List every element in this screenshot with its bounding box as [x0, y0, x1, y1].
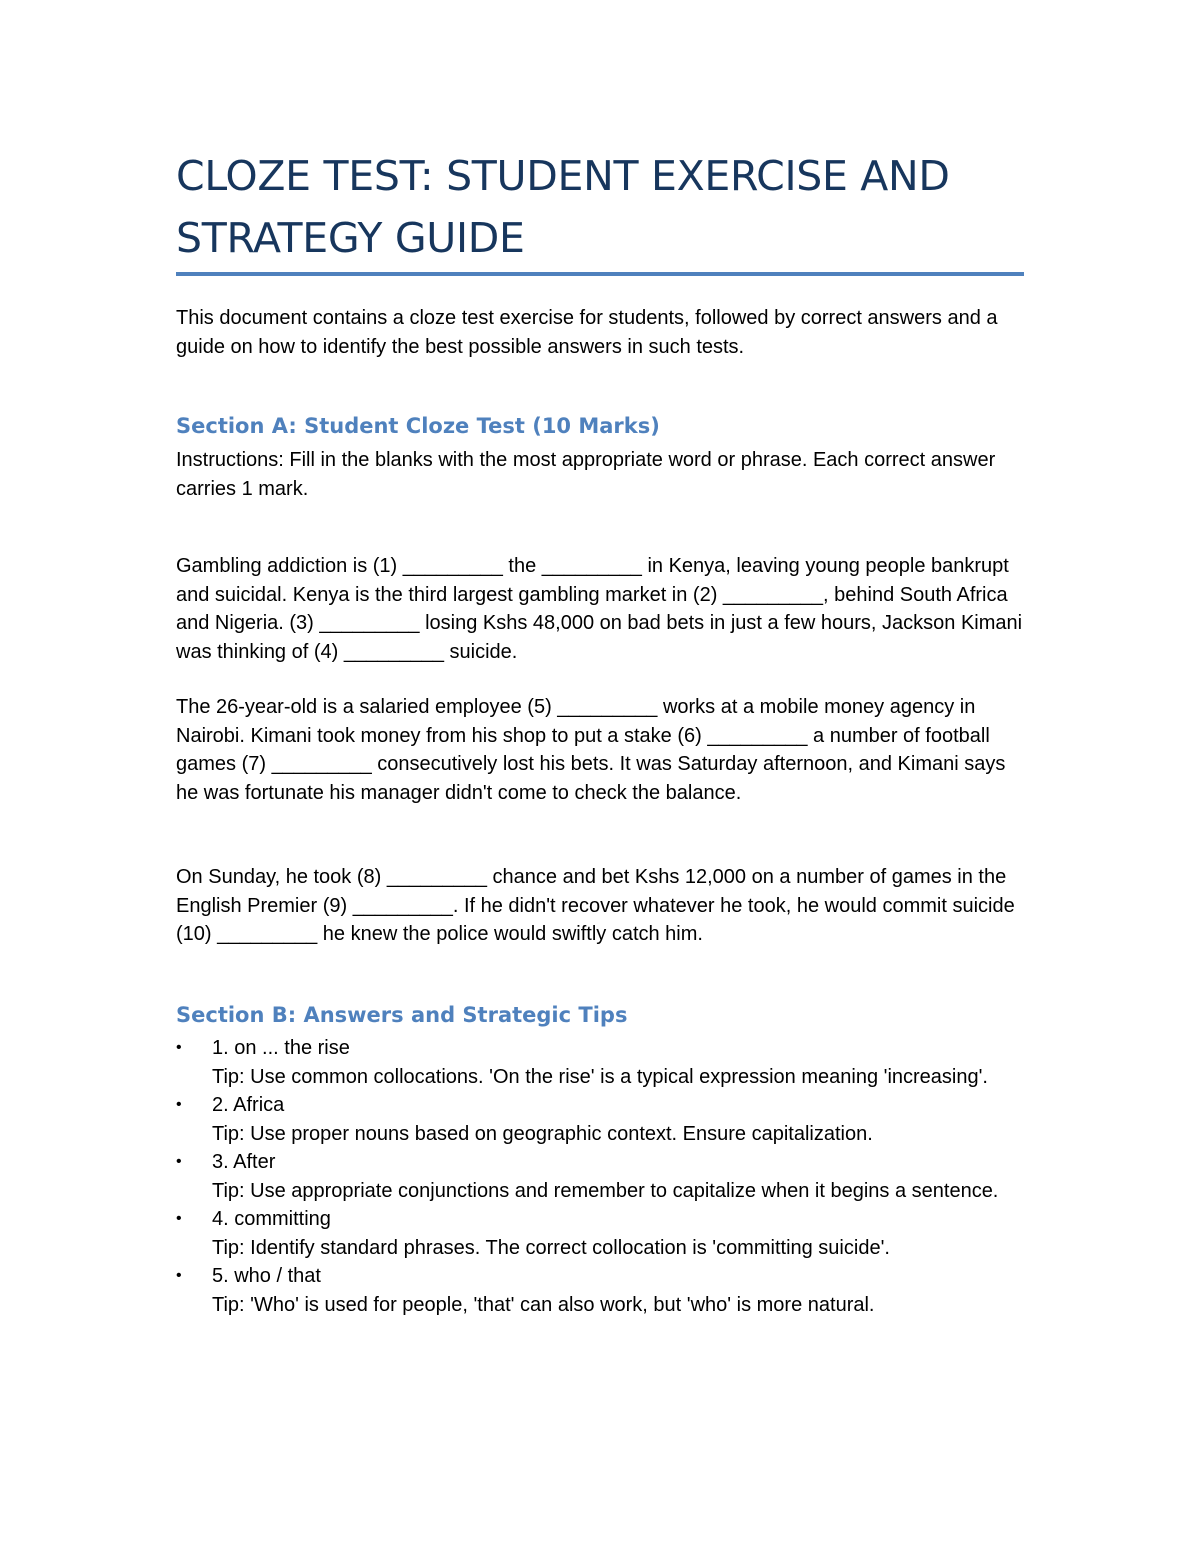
bullet-icon: •	[176, 1096, 182, 1113]
bullet-icon: •	[176, 1210, 182, 1227]
tip-text: Tip: Use appropriate conjunctions and remember to capitalize when it begins a sentence.	[212, 1179, 999, 1202]
answer-text: 1. on ... the rise	[212, 1037, 350, 1059]
title-underline-rule	[176, 272, 1024, 276]
intro-paragraph: This document contains a cloze test exercise for students, followed by correct answers and a guide on how to identify the best possible answers in such tests.	[176, 307, 998, 358]
instructions-paragraph: Instructions: Fill in the blanks with the most appropriate word or phrase. Each correct answer carries 1 mark.	[176, 449, 996, 500]
answer-text: 5. who / that	[212, 1265, 321, 1287]
section-b-heading: Section B: Answers and Strategic Tips	[176, 1003, 628, 1027]
cloze-paragraph-3: On Sunday, he took (8) _________ chance and bet Kshs 12,000 on a number of games in the English Premier (9) _________. If he didn't recover whatever he took, he would commit suicide (10) _________ he knew the police would swiftly catch him.	[176, 866, 1015, 945]
bullet-icon: •	[176, 1267, 182, 1284]
cloze-paragraph-2: The 26-year-old is a salaried employee (5) _________ works at a mobile money agency in Nairobi. Kimani took money from his shop to put a stake (6) _________ a number of football games (7) _________ consecutively lost his bets. It was Saturday afternoon, and Kimani says he was fortunate his manager didn't come to check the balance.	[176, 696, 1006, 804]
bullet-icon: •	[176, 1153, 182, 1170]
bullet-icon: •	[176, 1039, 182, 1056]
answers-list	[176, 1034, 1024, 1319]
cloze-paragraph-1: Gambling addiction is (1) _________ the _________ in Kenya, leaving young people bankrupt and suicidal. Kenya is the third largest gambling market in (2) _________, behind South Africa and Nigeria. (3) _________ losing Kshs 48,000 on bad bets in just a few hours, Jackson Kimani was thinking of (4) _________ suicide.	[176, 555, 1023, 663]
answer-text: 4. committing	[212, 1208, 331, 1230]
tip-text: Tip: Use proper nouns based on geographic context. Ensure capitalization.	[212, 1122, 873, 1145]
answer-text: 3. After	[212, 1151, 276, 1173]
answer-text: 2. Africa	[212, 1094, 285, 1116]
tip-text: Tip: 'Who' is used for people, 'that' can also work, but 'who' is more natural.	[212, 1293, 875, 1316]
list-item	[176, 1148, 1024, 1205]
list-item	[176, 1091, 1024, 1148]
list-item	[176, 1205, 1024, 1262]
document-title: CLOZE TEST: STUDENT EXERCISE AND STRATEGY GUIDE	[176, 152, 950, 262]
list-item	[176, 1034, 1024, 1091]
section-a-heading: Section A: Student Cloze Test (10 Marks)	[176, 414, 660, 438]
tip-text: Tip: Use common collocations. 'On the rise' is a typical expression meaning 'increasing'.	[212, 1065, 988, 1088]
list-item	[176, 1262, 1024, 1319]
tip-text: Tip: Identify standard phrases. The correct collocation is 'committing suicide'.	[212, 1236, 890, 1259]
